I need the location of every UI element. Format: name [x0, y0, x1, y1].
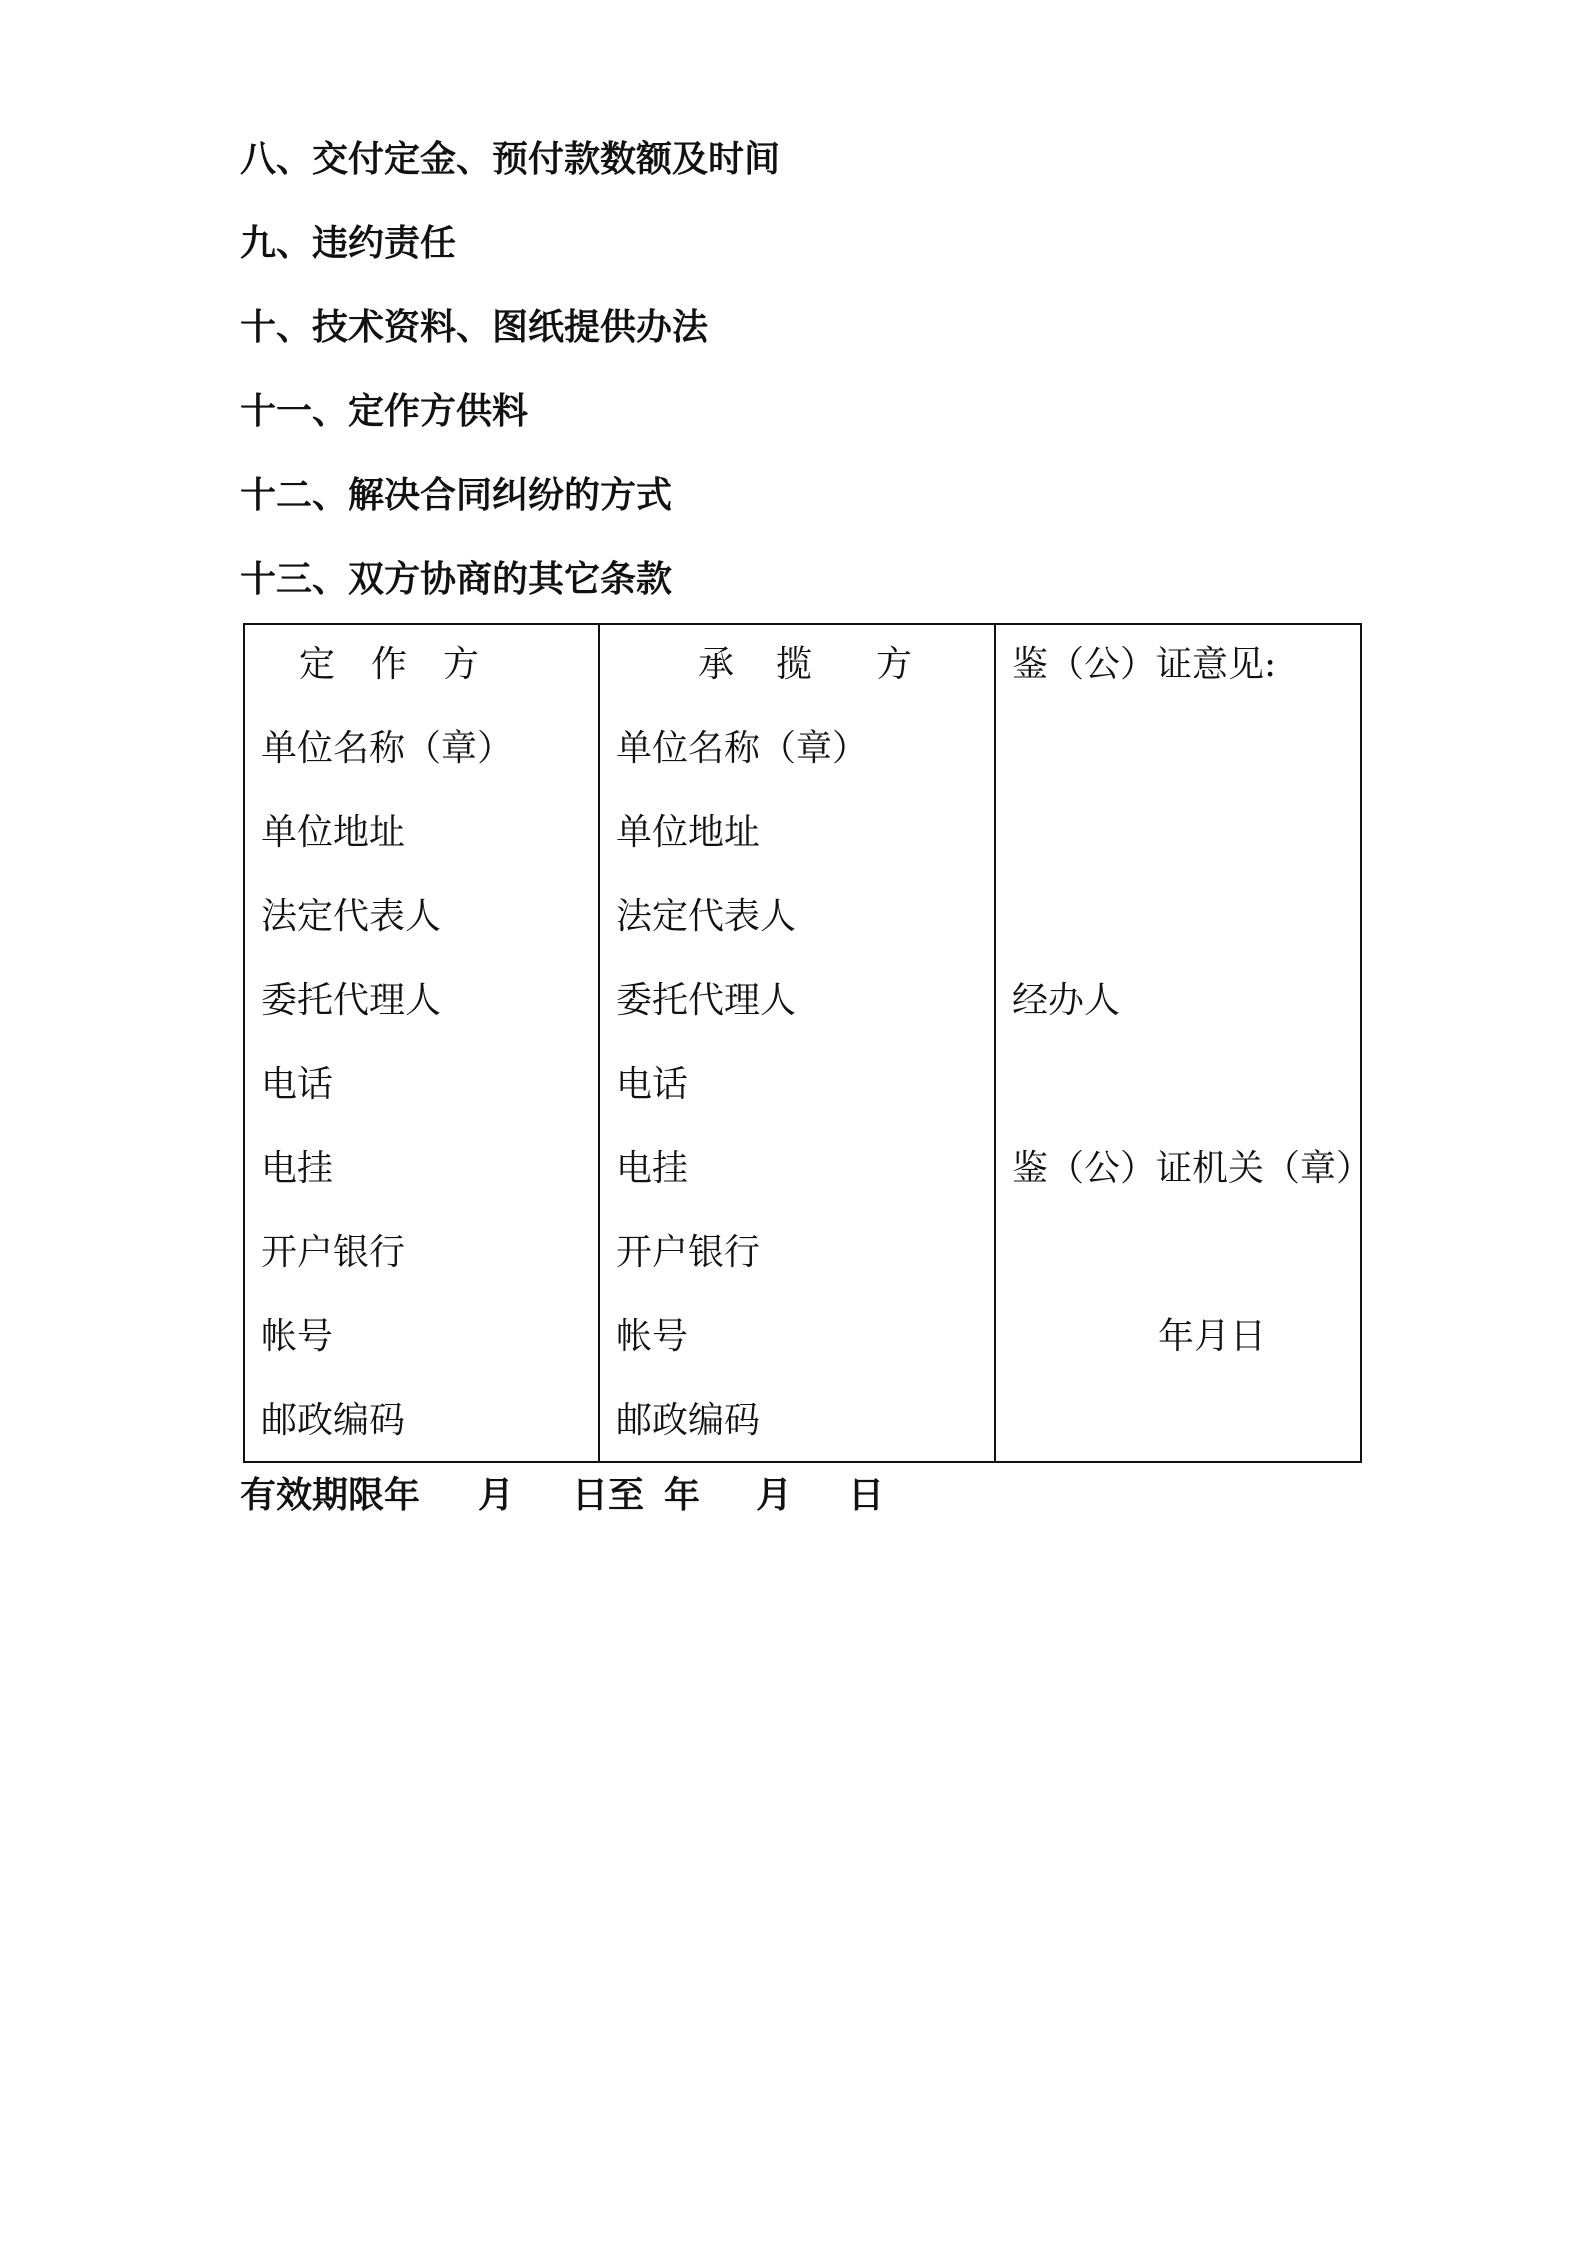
party-b-field: 单位名称（章） [616, 728, 869, 769]
party-b-field: 邮政编码 [616, 1400, 761, 1441]
notary-date: 年月日 [1158, 1316, 1267, 1357]
clause-heading: 十一、定作方供料 [240, 391, 529, 432]
party-b-field: 帐号 [616, 1316, 689, 1357]
party-b-field: 电话 [616, 1064, 689, 1105]
party-a-field: 单位地址 [261, 812, 406, 853]
validity-label: 有效期限年 [240, 1475, 421, 1516]
validity-month-1: 月 [478, 1475, 515, 1516]
party-b-header: 承 揽 方 [698, 644, 913, 685]
notary-opinion: 鉴（公）证意见: [1012, 644, 1277, 685]
party-a-header: 定 作 方 [299, 644, 480, 685]
validity-day-2: 日 [848, 1475, 885, 1516]
signature-table [243, 623, 1373, 1463]
clause-heading: 十三、双方协商的其它条款 [240, 559, 673, 600]
validity-month-2: 月 [756, 1475, 793, 1516]
validity-year-2: 年 [664, 1475, 701, 1516]
clause-heading: 八、交付定金、预付款数额及时间 [240, 139, 781, 180]
party-b-field: 委托代理人 [616, 980, 797, 1021]
notary-authority: 鉴（公）证机关（章） [1012, 1148, 1373, 1189]
notary-handler: 经办人 [1012, 980, 1121, 1021]
clause-heading: 十二、解决合同纠纷的方式 [240, 475, 673, 516]
party-b-field: 单位地址 [616, 812, 761, 853]
notary-column [995, 624, 1373, 1462]
party-b-field: 法定代表人 [616, 896, 797, 937]
validity-day-to: 日至 [572, 1475, 645, 1516]
party-b-column [599, 624, 995, 1462]
party-b-field: 电挂 [616, 1148, 689, 1189]
party-a-field: 开户银行 [261, 1232, 406, 1273]
party-a-field: 法定代表人 [261, 896, 442, 937]
party-a-column [244, 624, 599, 1462]
party-a-field: 帐号 [261, 1316, 334, 1357]
clause-heading: 十、技术资料、图纸提供办法 [240, 307, 709, 348]
party-a-field: 邮政编码 [261, 1400, 406, 1441]
party-a-field: 电话 [261, 1064, 334, 1105]
clause-heading: 九、违约责任 [240, 223, 457, 264]
party-a-field: 单位名称（章） [261, 728, 514, 769]
validity-period [240, 1474, 884, 1518]
party-a-field: 电挂 [261, 1148, 334, 1189]
party-a-field: 委托代理人 [261, 980, 442, 1021]
party-b-field: 开户银行 [616, 1232, 761, 1273]
